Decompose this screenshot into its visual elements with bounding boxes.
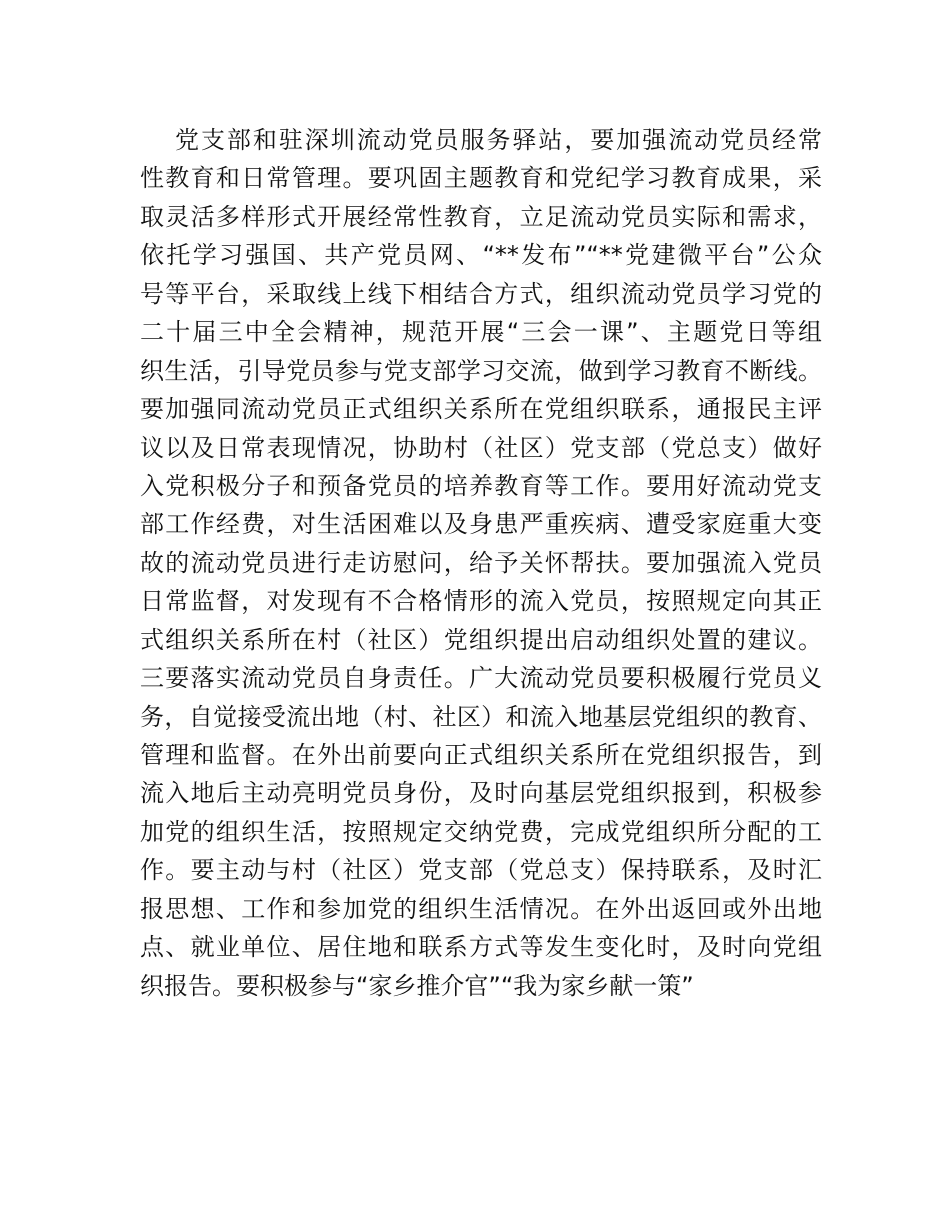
text-line: 织报告。要积极参与“家乡推介官”“我为家乡献一策” xyxy=(140,971,694,1000)
text-line: 党支部和驻深圳流动党员服务驿站，要加强流动党员经常 xyxy=(175,126,822,154)
text-line: 议以及日常表现情况，协助村（社区）党支部（党总支）做好 xyxy=(140,433,822,462)
text-line: 务，自觉接受流出地（村、社区）和流入地基层党组织的教育、 xyxy=(140,702,822,731)
text-line: 管理和监督。在外出前要向正式组织关系所在党组织报告，到 xyxy=(140,741,822,769)
text-line: 式组织关系所在村（社区）党组织提出启动组织处置的建议。 xyxy=(140,625,822,654)
text-line: 报思想、工作和参加党的组织生活情况。在外出返回或外出地 xyxy=(140,894,822,923)
text-line: 依托学习强国、共产党员网、“**发布”“**党建微平台”公众 xyxy=(140,241,822,270)
text-line: 日常监督，对发现有不合格情形的流入党员，按照规定向其正 xyxy=(140,587,822,616)
text-line: 织生活，引导党员参与党支部学习交流，做到学习教育不断线。 xyxy=(140,356,822,385)
text-line: 号等平台，采取线上线下相结合方式，组织流动党员学习党的 xyxy=(140,279,822,308)
text-line: 作。要主动与村（社区）党支部（党总支）保持联系，及时汇 xyxy=(140,856,822,885)
text-line: 故的流动党员进行走访慰问，给予关怀帮扶。要加强流入党员 xyxy=(140,548,822,577)
text-line: 加党的组织生活，按照规定交纳党费，完成党组织所分配的工 xyxy=(140,817,822,846)
text-line: 性教育和日常管理。要巩固主题教育和党纪学习教育成果，采 xyxy=(140,164,822,193)
text-line: 要加强同流动党员正式组织关系所在党组织联系，通报民主评 xyxy=(140,395,822,424)
text-line: 三要落实流动党员自身责任。广大流动党员要积极履行党员义 xyxy=(140,664,822,693)
text-line: 流入地后主动亮明党员身份，及时向基层党组织报到，积极参 xyxy=(140,779,822,808)
text-line: 取灵活多样形式开展经常性教育，立足流动党员实际和需求， xyxy=(140,202,822,231)
document-body xyxy=(140,121,822,1005)
text-line: 二十届三中全会精神，规范开展“三会一课”、主题党日等组 xyxy=(140,318,822,347)
text-line: 部工作经费，对生活困难以及身患严重疾病、遭受家庭重大变 xyxy=(140,510,822,539)
text-line: 入党积极分子和预备党员的培养教育等工作。要用好流动党支 xyxy=(140,471,822,500)
text-line: 点、就业单位、居住地和联系方式等发生变化时，及时向党组 xyxy=(140,933,822,962)
